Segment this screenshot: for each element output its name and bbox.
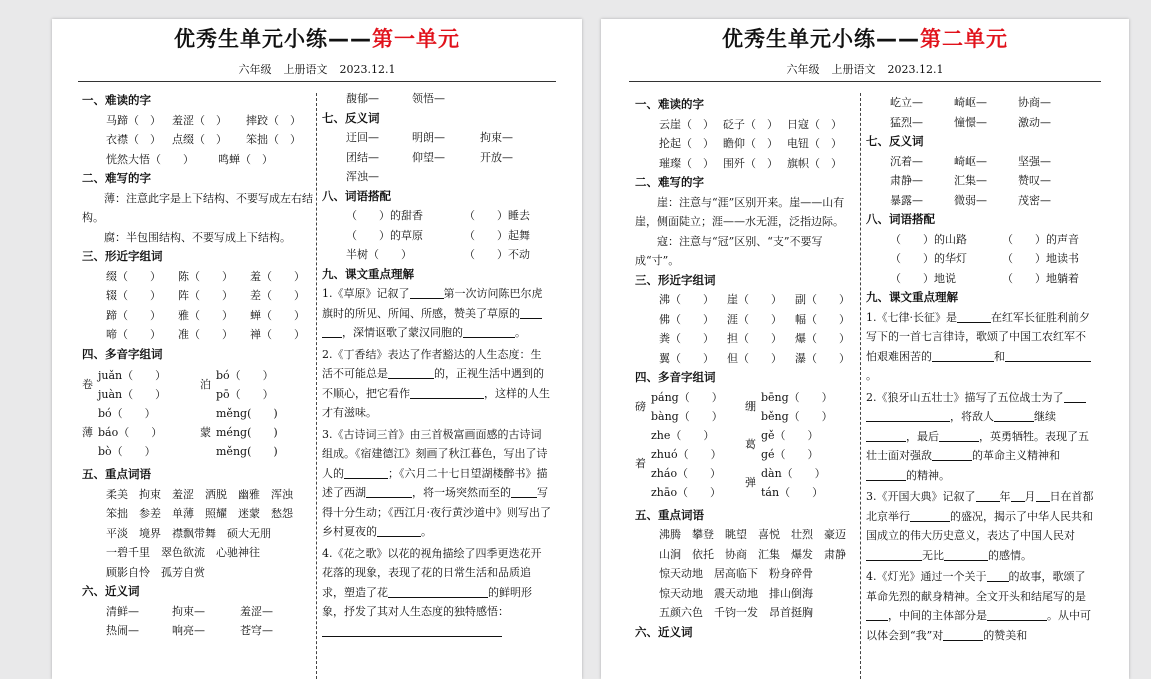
word-cell: 半树（ ） xyxy=(346,248,412,261)
key-words-row: 山涧 依托 协商 汇集 爆发 肃静 xyxy=(659,547,846,561)
question-text: 在红军长征胜利前夕写下的一首七言律诗，歌颂了中国工农红军不怕艰难困苦的 xyxy=(866,310,1090,363)
polyphone-group xyxy=(82,366,314,404)
polyphone-item xyxy=(200,366,274,404)
collocation-row xyxy=(322,206,552,226)
answer-blank[interactable] xyxy=(377,524,421,537)
pinyin-blank: zhāo（ ） xyxy=(651,485,722,499)
polyphone-char: 葛 xyxy=(745,437,756,451)
answer-blank[interactable] xyxy=(966,548,988,561)
key-words-row: 笨拙 参差 单薄 照耀 迷蒙 愁怨 xyxy=(106,507,293,520)
grade-label: 六年级 xyxy=(238,63,272,76)
word-cell: 迂回— xyxy=(346,131,379,144)
date-label: 2023.12.1 xyxy=(887,63,944,76)
key-words-row: 顾影自怜 孤芳自赏 xyxy=(106,565,205,579)
pinyin-blank: pō（ ） xyxy=(216,388,274,401)
synonym-row xyxy=(866,113,1094,133)
worksheet-page-unit-1 xyxy=(52,19,582,679)
answer-blank[interactable] xyxy=(463,325,515,338)
pinyin-blank: bò（ ） xyxy=(98,445,156,458)
answer-blank[interactable] xyxy=(976,489,1000,502)
question-text: 的，正视生活中遇到的不顺心，把它看作 xyxy=(322,367,544,400)
polyphone-item xyxy=(200,404,278,461)
word-cell: 啼（ ） xyxy=(106,328,161,341)
key-words-row: 惊天动地 震天动地 排山倒海 xyxy=(659,586,813,600)
question-text: 。 xyxy=(866,369,877,382)
question-text: 2.《狼牙山五壮士》描写了五位战士为了 xyxy=(866,390,1064,404)
question-text: 的革命主义精神和 xyxy=(972,449,1060,462)
polyphone-item xyxy=(635,388,745,426)
column-divider xyxy=(316,93,317,679)
polyphone-char: 蒙 xyxy=(200,425,211,439)
polyphone-char: 弹 xyxy=(745,475,756,489)
word-cell: 崎岖— xyxy=(954,96,987,109)
pinyin-blank: tán（ ） xyxy=(761,485,824,499)
date-label: 2023.12.1 xyxy=(339,63,396,76)
polyphone-char: 薄 xyxy=(82,425,93,439)
answer-blank[interactable] xyxy=(943,628,983,641)
header-rule xyxy=(629,81,1101,82)
word-cell: 鸣蝉（ ） xyxy=(218,152,273,166)
word-cell: 团结— xyxy=(346,150,379,164)
answer-blank[interactable] xyxy=(1005,349,1027,362)
key-words-row: 五颜六色 千钧一发 昂首挺胸 xyxy=(659,606,813,619)
pinyin-blank: měng( ) xyxy=(216,407,278,420)
polyphone-item xyxy=(635,426,745,502)
answer-blank[interactable] xyxy=(1027,349,1091,362)
word-cell: 幅（ ） xyxy=(795,312,850,326)
question-2 xyxy=(322,345,552,423)
question-text: 的鲜明形象，抒发了其对人生态度的独特感悟： xyxy=(322,585,532,618)
polyphone-column xyxy=(745,426,826,502)
word-cell: 但（ ） xyxy=(727,351,782,365)
word-cell: 禅（ ） xyxy=(250,328,305,341)
question-text: ，将一场突然而至的 xyxy=(412,486,511,499)
question-text: 无比 xyxy=(922,548,944,562)
similar-char-row xyxy=(635,329,857,349)
answer-blank[interactable] xyxy=(1036,489,1050,502)
difficult-reading-row xyxy=(82,111,314,131)
polyphone-item xyxy=(82,366,200,404)
word-cell: 缀（ ） xyxy=(106,269,161,283)
question-text: 继续 xyxy=(1034,410,1056,423)
word-cell: 微弱— xyxy=(954,193,987,207)
pinyin-blank: gé（ ） xyxy=(761,447,819,461)
word-cell: 仰望— xyxy=(412,150,445,164)
question-3 xyxy=(322,425,552,542)
section-heading: 八、词语搭配 xyxy=(866,212,935,226)
left-column xyxy=(635,95,857,642)
collocation-row xyxy=(866,249,1094,269)
pinyin-blank: juǎn（ ） xyxy=(98,369,167,382)
word-cell: 涯（ ） xyxy=(727,312,782,326)
answer-blank[interactable] xyxy=(866,608,888,621)
question-text: 。 xyxy=(421,525,432,538)
question-text: 的感情。 xyxy=(988,548,1032,562)
word-cell: （ ）的华灯 xyxy=(890,252,967,265)
word-cell: 蝉（ ） xyxy=(250,308,305,322)
answer-blank[interactable] xyxy=(322,624,502,637)
pinyin-blank: páng（ ） xyxy=(651,390,723,404)
pinyin-blank: zhuó（ ） xyxy=(651,447,722,461)
antonym-row xyxy=(866,171,1094,191)
key-words-row: 惊天动地 居高临下 粉身碎骨 xyxy=(659,567,813,580)
section-heading: 三、形近字组词 xyxy=(635,272,716,287)
antonym-row xyxy=(322,128,552,148)
antonym-row xyxy=(322,167,552,187)
title-unit-red: 第二单元 xyxy=(920,27,1008,51)
word-cell: 恍然大悟（ ） xyxy=(106,152,194,166)
similar-char-row xyxy=(82,325,314,345)
word-cell: 砭子（ ） xyxy=(723,117,778,131)
similar-char-row xyxy=(82,286,314,306)
question-1 xyxy=(322,284,552,343)
writing-note: 薄：注意此字是上下结构、不要写成左右结构。 xyxy=(82,191,313,224)
word-cell: 拘束— xyxy=(172,604,205,618)
word-cell: 粪（ ） xyxy=(659,332,714,345)
similar-char-row xyxy=(635,310,857,330)
question-4 xyxy=(866,567,1094,645)
word-cell: 明朗— xyxy=(412,131,445,144)
word-cell: 陈（ ） xyxy=(178,269,233,283)
answer-blank[interactable] xyxy=(366,485,412,498)
answer-blank[interactable] xyxy=(932,448,972,461)
word-cell: 电钮（ ） xyxy=(787,137,842,150)
word-cell: 坚强— xyxy=(1018,154,1051,168)
page-subtitle xyxy=(601,61,1129,77)
pinyin-blank: zhe（ ） xyxy=(651,428,715,442)
question-text: 。 xyxy=(515,326,526,339)
question-text: ，最后 xyxy=(906,429,939,443)
question-4 xyxy=(322,544,552,642)
word-cell: 苍穹— xyxy=(240,624,273,637)
word-cell: 日寇（ ） xyxy=(787,117,842,131)
book-label: 上册语文 xyxy=(831,63,876,76)
key-words-row: 沸腾 攀登 眺望 喜悦 壮烈 豪迈 xyxy=(659,528,846,541)
answer-blank[interactable] xyxy=(866,409,950,422)
question-text: 的故事，歌颂了革命先烈的献身精神。全文开头和结尾写的是 xyxy=(866,570,1086,603)
column-divider xyxy=(860,93,861,679)
pinyin-blank: zháo（ ） xyxy=(651,466,722,480)
polyphone-char: 卷 xyxy=(82,378,93,392)
section-heading: 一、难读的字 xyxy=(635,97,704,111)
difficult-reading-row xyxy=(82,150,314,170)
word-cell: 笨拙（ ） xyxy=(246,133,301,146)
answer-blank[interactable] xyxy=(932,349,994,362)
book-label: 上册语文 xyxy=(283,63,328,76)
collocation-row xyxy=(322,226,552,246)
word-cell: 拘束— xyxy=(480,131,513,144)
pinyin-blank: méng( ) xyxy=(216,426,278,439)
question-text: ，这样的人生才有滋味。 xyxy=(322,386,550,419)
word-cell: 辍（ ） xyxy=(106,289,161,302)
section-heading: 六、近义词 xyxy=(82,584,140,598)
question-text: 的赞美和 xyxy=(983,628,1028,642)
synonym-row xyxy=(82,621,314,641)
section-heading: 七、反义词 xyxy=(866,134,924,148)
question-text: ，将敌人 xyxy=(950,410,994,423)
question-text: 3.《开国大典》记叙了 xyxy=(866,490,976,503)
answer-blank[interactable] xyxy=(388,585,488,598)
word-cell: 屹立— xyxy=(890,96,923,109)
word-cell: （ ）的声音 xyxy=(1002,232,1079,246)
question-text: 写得十分生动；《西江月·夜行黄沙道中》则写出了乡村夏夜的 xyxy=(322,486,551,538)
section-heading: 一、难读的字 xyxy=(82,93,151,107)
question-text: ，深情讴歌了蒙汉同胞的 xyxy=(342,326,463,339)
section-heading: 四、多音字组词 xyxy=(635,370,716,384)
section-heading: 四、多音字组词 xyxy=(82,346,163,361)
word-cell: 蹄（ ） xyxy=(106,308,161,322)
word-cell: 响亮— xyxy=(172,624,205,637)
word-cell: 领悟— xyxy=(412,92,445,105)
pinyin-blank: dàn（ ） xyxy=(761,466,826,480)
section-heading: 二、难写的字 xyxy=(82,171,151,185)
pinyin-blank: bàng（ ） xyxy=(651,409,723,423)
word-cell: （ ）的草原 xyxy=(346,228,423,242)
polyphone-char: 磅 xyxy=(635,399,646,413)
difficult-reading-row xyxy=(635,115,857,135)
answer-blank[interactable] xyxy=(866,429,906,442)
writing-note: 寇：注意与“冠”区别、“支”不要写成“寸”。 xyxy=(635,234,823,267)
polyphone-char: 绷 xyxy=(745,399,756,413)
answer-blank[interactable] xyxy=(910,509,950,522)
word-cell: （ ）起舞 xyxy=(464,228,530,242)
word-cell: 马蹄（ ） xyxy=(106,113,161,127)
answer-blank[interactable] xyxy=(410,286,444,299)
word-cell: 憧憬— xyxy=(954,115,987,129)
word-cell: （ ）的山路 xyxy=(890,232,967,246)
page-title xyxy=(52,23,582,53)
word-cell: 瞻仰（ ） xyxy=(723,137,778,150)
page-subtitle xyxy=(52,61,582,77)
question-text: ，中间的主体部分是 xyxy=(888,609,987,622)
question-text: 的精神。 xyxy=(906,468,950,482)
word-cell: 担（ ） xyxy=(727,332,782,345)
question-text: ；《六月二十七日望湖楼醉书》描述了西湖 xyxy=(322,466,548,499)
section-heading: 三、形近字组词 xyxy=(82,249,163,263)
answer-blank[interactable] xyxy=(866,468,906,481)
word-cell: 清鲜— xyxy=(106,604,139,618)
word-cell: （ ）不动 xyxy=(464,248,530,261)
section-heading: 五、重点词语 xyxy=(635,507,704,522)
word-cell: 摔跤（ ） xyxy=(246,113,301,127)
polyphone-item xyxy=(745,426,826,464)
page-title xyxy=(601,23,1129,53)
polyphone-char: 泊 xyxy=(200,378,211,392)
answer-blank[interactable] xyxy=(1064,390,1086,403)
difficult-reading-row xyxy=(635,154,857,174)
answer-blank[interactable] xyxy=(987,608,1047,621)
word-cell: 热闹— xyxy=(106,624,139,637)
word-cell: 佛（ ） xyxy=(659,312,714,326)
word-cell: 开放— xyxy=(480,150,513,164)
similar-char-row xyxy=(635,349,857,369)
similar-char-row xyxy=(82,267,314,287)
question-text: 。 xyxy=(1047,609,1058,622)
collocation-row xyxy=(322,245,552,265)
difficult-reading-row xyxy=(635,134,857,154)
title-unit-red: 第一单元 xyxy=(372,27,460,51)
word-cell: 浑浊— xyxy=(346,170,379,183)
section-heading: 八、词语搭配 xyxy=(322,188,391,203)
word-cell: 协商— xyxy=(1018,96,1051,109)
word-cell: 激动— xyxy=(1018,115,1051,129)
title-text: 优秀生单元小练—— xyxy=(174,27,372,51)
section-heading: 六、近义词 xyxy=(635,624,693,639)
word-cell: 璀璨（ ） xyxy=(659,156,714,170)
word-cell: 围歼（ ） xyxy=(723,156,778,170)
answer-blank[interactable] xyxy=(939,429,979,442)
collocation-row xyxy=(866,230,1094,250)
pinyin-blank: běng（ ） xyxy=(761,409,833,423)
pinyin-blank: bó（ ） xyxy=(216,369,274,382)
question-text: 从中可以体会到“我”对 xyxy=(866,609,1091,642)
word-cell: 云崖（ ） xyxy=(659,117,714,131)
question-text: 月 xyxy=(1024,490,1036,503)
question-text: 2.《丁香结》表达了作者豁达的人生态度：生活不可能总是 xyxy=(322,347,542,380)
word-cell: （ ）地躺着 xyxy=(1002,271,1079,285)
synonym-row xyxy=(82,602,314,622)
word-cell: 阵（ ） xyxy=(178,289,233,302)
question-3 xyxy=(866,487,1094,565)
antonym-row xyxy=(866,191,1094,211)
word-cell: 瀑（ ） xyxy=(795,351,850,365)
question-text: 4.《灯光》通过一个关于 xyxy=(866,570,987,583)
similar-char-row xyxy=(82,306,314,326)
worksheet-page-unit-2 xyxy=(601,19,1129,679)
word-cell: 副（ ） xyxy=(795,293,850,306)
right-column xyxy=(322,89,552,641)
question-text: 3.《古诗词三首》由三首极富画面感的古诗词组成。《宿建德江》刻画了秋江暮色，写出了诗人的 xyxy=(322,427,548,480)
word-cell: 暴露— xyxy=(890,193,923,207)
answer-blank[interactable] xyxy=(322,325,342,338)
word-cell: 猛烈— xyxy=(890,115,923,129)
polyphone-item xyxy=(745,388,833,426)
question-text: 1.《七律·长征》是 xyxy=(866,310,957,324)
word-cell: （ ）睡去 xyxy=(464,209,530,222)
answer-blank[interactable] xyxy=(344,466,388,479)
word-cell: 馥郁— xyxy=(346,92,379,105)
difficult-reading-row xyxy=(82,130,314,150)
header-rule xyxy=(78,81,556,82)
question-text: 第一次访问陈巴尔虎旗时的所见、所闻、所感，赞美了草原的 xyxy=(322,287,543,320)
question-2 xyxy=(866,388,1094,486)
polyphone-char: 着 xyxy=(635,456,646,470)
key-words-row: 一碧千里 翠色欲流 心驰神往 xyxy=(106,546,260,559)
answer-blank[interactable] xyxy=(866,548,922,561)
word-cell: 崎岖— xyxy=(954,154,987,168)
section-heading: 九、课文重点理解 xyxy=(322,266,414,281)
word-cell: 羞涩— xyxy=(240,604,273,618)
word-cell: 衣襟（ ） xyxy=(106,133,161,146)
answer-blank[interactable] xyxy=(1011,489,1025,502)
polyphone-group xyxy=(635,426,857,502)
answer-blank[interactable] xyxy=(410,386,484,399)
word-cell: 翼（ ） xyxy=(659,351,714,365)
answer-blank[interactable] xyxy=(520,306,542,319)
question-text: 日在首都北京举行 xyxy=(866,490,1094,523)
pinyin-blank: bēng（ ） xyxy=(761,390,833,404)
question-text: 和 xyxy=(994,349,1005,363)
question-text: 1.《草原》记叙了 xyxy=(322,287,410,300)
antonym-row xyxy=(866,152,1094,172)
word-cell: 茂密— xyxy=(1018,193,1051,207)
similar-char-row xyxy=(635,290,857,310)
word-cell: 羞（ ） xyxy=(250,269,305,283)
section-heading: 二、难写的字 xyxy=(635,175,704,189)
answer-blank[interactable] xyxy=(511,485,537,498)
section-heading: 五、重点词语 xyxy=(82,467,151,481)
polyphone-group xyxy=(635,388,857,426)
section-heading: 七、反义词 xyxy=(322,110,380,125)
pinyin-blank: bó（ ） xyxy=(98,407,156,420)
synonym-row xyxy=(866,93,1094,113)
right-column xyxy=(866,93,1094,645)
pinyin-blank: báo（ ） xyxy=(98,426,163,439)
section-heading: 九、课文重点理解 xyxy=(866,290,958,304)
key-words-row: 平淡 境界 襟飘带舞 硕大无朋 xyxy=(106,526,271,540)
word-cell: （ ）地读书 xyxy=(1002,252,1079,265)
title-text: 优秀生单元小练—— xyxy=(722,27,920,51)
word-cell: （ ）地说 xyxy=(890,271,956,285)
word-cell: 肃静— xyxy=(890,174,923,187)
word-cell: 沉着— xyxy=(890,154,923,168)
question-text: 的盛况，揭示了中华人民共和国成立的伟大历史意义，表达了中国人民对 xyxy=(866,509,1093,542)
word-cell: 雅（ ） xyxy=(178,308,233,322)
word-cell: 准（ ） xyxy=(178,328,233,341)
answer-blank[interactable] xyxy=(994,409,1034,422)
polyphone-group xyxy=(82,404,314,461)
answer-blank[interactable] xyxy=(944,548,966,561)
synonym-row xyxy=(322,89,552,109)
word-cell: （ ）的甜香 xyxy=(346,209,423,222)
writing-note: 崖：注意与“涯”区别开来。崖——山有崖，侧面陡立；涯——水无涯，泛指边际。 xyxy=(635,195,845,228)
left-column xyxy=(82,91,314,641)
question-1 xyxy=(866,308,1094,386)
word-cell: 抡起（ ） xyxy=(659,137,714,150)
collocation-row xyxy=(866,269,1094,289)
answer-blank[interactable] xyxy=(388,366,434,379)
polyphone-item xyxy=(82,404,200,461)
antonym-row xyxy=(322,148,552,168)
word-cell: 点缀（ ） xyxy=(172,133,227,146)
word-cell: 旗帜（ ） xyxy=(787,156,842,170)
writing-note: 腐：半包围结构、不要写成上下结构。 xyxy=(104,230,291,244)
word-cell: 羞涩（ ） xyxy=(172,113,227,127)
word-cell: 汇集— xyxy=(954,174,987,187)
pinyin-blank: měng( ) xyxy=(216,445,278,458)
question-text: 年 xyxy=(999,490,1011,503)
answer-blank[interactable] xyxy=(957,310,991,323)
word-cell: 崖（ ） xyxy=(727,293,782,306)
word-cell: 差（ ） xyxy=(250,289,305,302)
question-text: ，英勇牺牲。表现了五壮士面对强敌 xyxy=(866,429,1089,462)
pinyin-blank: gě（ ） xyxy=(761,428,819,442)
key-words-row: 柔美 拘束 羞涩 洒脱 幽雅 浑浊 xyxy=(106,487,293,501)
answer-blank[interactable] xyxy=(987,569,1009,582)
polyphone-item xyxy=(745,464,826,502)
word-cell: 爆（ ） xyxy=(795,332,850,345)
word-cell: 赞叹— xyxy=(1018,174,1051,187)
pinyin-blank: juàn（ ） xyxy=(98,388,167,401)
word-cell: 沸（ ） xyxy=(659,293,714,306)
question-text: 4.《花之歌》以花的视角描绘了四季更迭花开花落的现象，表现了花的日常生活和品质追求，塑造了花 xyxy=(322,546,542,599)
grade-label: 六年级 xyxy=(786,63,820,76)
